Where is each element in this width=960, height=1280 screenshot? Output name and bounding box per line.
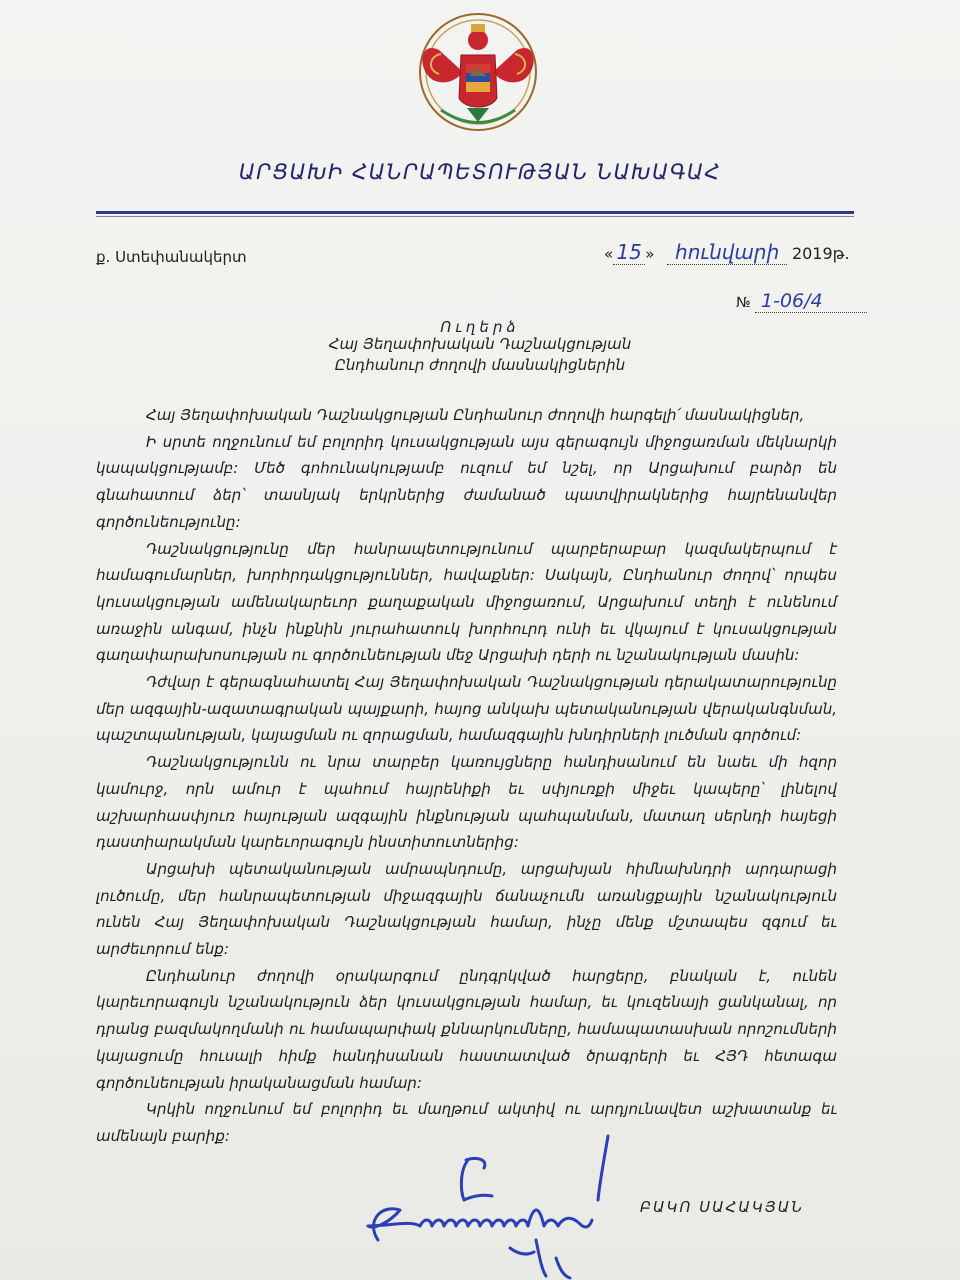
address-recipient-body: Ընդհանուր ժողովի մասնակիցներին [334,356,626,374]
body-paragraph: Դաշնակցությունն ու նրա տարբեր կառույցները հանդիսանում են նաեւ մի հզոր կամուրջ, որն ամուր է պահում հայրենիքի եւ սփյուռքի միջեւ կապերը՝ լինելով աշխարհասփյուռ հայության ազգային ինքնության պահպանման, մատաղ սերնդի հայեցի դաստիարակման կարեւորագույն ինստիտուտներից: [96,753,837,852]
date-year: 2019թ. [791,244,850,263]
address-recipient-org: Հայ Յեղափոխական Դաշնակցության [328,335,632,353]
signature-icon [360,1130,620,1280]
date-close-quote: » [645,245,655,263]
reference-line [736,290,867,313]
address-heading: Ուղերձ [440,318,520,336]
body-paragraph: Կրկին ողջունում եմ բոլորիդ եւ մաղթում ակտիվ ու արդյունավետ աշխատանք եւ ամենայն բարիք: [96,1100,837,1145]
letter-body [96,402,837,1150]
date-month: հունվարի [667,240,787,265]
letterhead-title: ԱՐՑԱԽԻ ՀԱՆՐԱՊԵՏՈՒԹՅԱՆ ՆԱԽԱԳԱՀ [238,160,722,184]
body-paragraph: Ընդհանուր ժողովի օրակարգում ընդգրկված հարցերը, բնական է, ունեն կարեւորագույն նշանակություն ձեր կուսակցության համար, եւ կուզենայի ցանկանալ, որ դրանց բազմակողմանի ու համապարփակ քննարկումները, համապատասխան որոշումների կայացումը հուսալի հիմք հանդիսանան հաստատված ծրագրերի եւ ՀՅԴ հետագա գործունեության իրականացման համար: [96,966,837,1092]
city-line: ք. Ստեփանակերտ [96,248,247,266]
reference-number: 1-06/4 [755,290,867,313]
body-paragraph: Դժվար է գերագնահատել Հայ Յեղափոխական Դաշնակցության դերակատարությունը մեր ազգային-ազատագրական պայքարի, հայոց անկախ պետականության վերականգնման, պաշտպանության, կայացման ու զորացման, համազգային խնդիրների լուծման գործում: [96,673,837,745]
coat-of-arms-icon [411,10,546,135]
body-paragraph: Դաշնակցությունը մեր հանրապետությունում պարբերաբար կազմակերպում է համագումարներ, խորհրդակցություններ, հավաքներ: Սակայն, Ընդհանուր ժողով՝ որպես կուսակցության ամենակարեւոր քաղաքական միջոցառում, Արցախում տեղի է ունենում առաջին անգամ, ինչն ինքնին յուրահատուկ խորհուրդ ունի եւ վկայում է կուսակցության գաղափարախոսության ու գործունեության մեջ Արցախի դերի ու նշանակության մասին: [96,539,837,665]
body-paragraph: Ի սրտե ողջունում եմ բոլորիդ կուսակցության այս գերագույն միջոցառման մեկնարկի կապակցությամբ: Մեծ գոհունակությամբ ուզում եմ նշել, որ Արցախում բարձր են գնահատում ձեր՝ տասնյակ երկրներից ժամանած պատվիրակներից հայրենանվեր գործունեությունը: [96,432,837,531]
date-day: 15 [613,240,645,265]
reference-prefix: № [736,295,751,311]
date-open-quote: « [604,245,614,263]
date-line [604,240,850,265]
body-paragraph: Արցախի պետականության ամրապնդումը, արցախյան հիմնախնդրի արդարացի լուծումը, մեր հանրապետության միջազգային ճանաչումն առանցքային նշանակություն ունեն Հայ Յեղափոխական Դաշնակցության համար, ինչը մենք մշտապես զգում եւ արժեւորում ենք: [96,859,837,959]
letterhead-rule [96,211,854,214]
body-paragraph: Հայ Յեղափոխական Դաշնակցության Ընդհանուր ժողովի հարգելի՛ մասնակիցներ, [146,406,805,424]
signer-name: ԲԱԿՈ ՍԱՀԱԿՅԱՆ [640,1198,805,1216]
letterhead-rule-thin [96,216,854,217]
